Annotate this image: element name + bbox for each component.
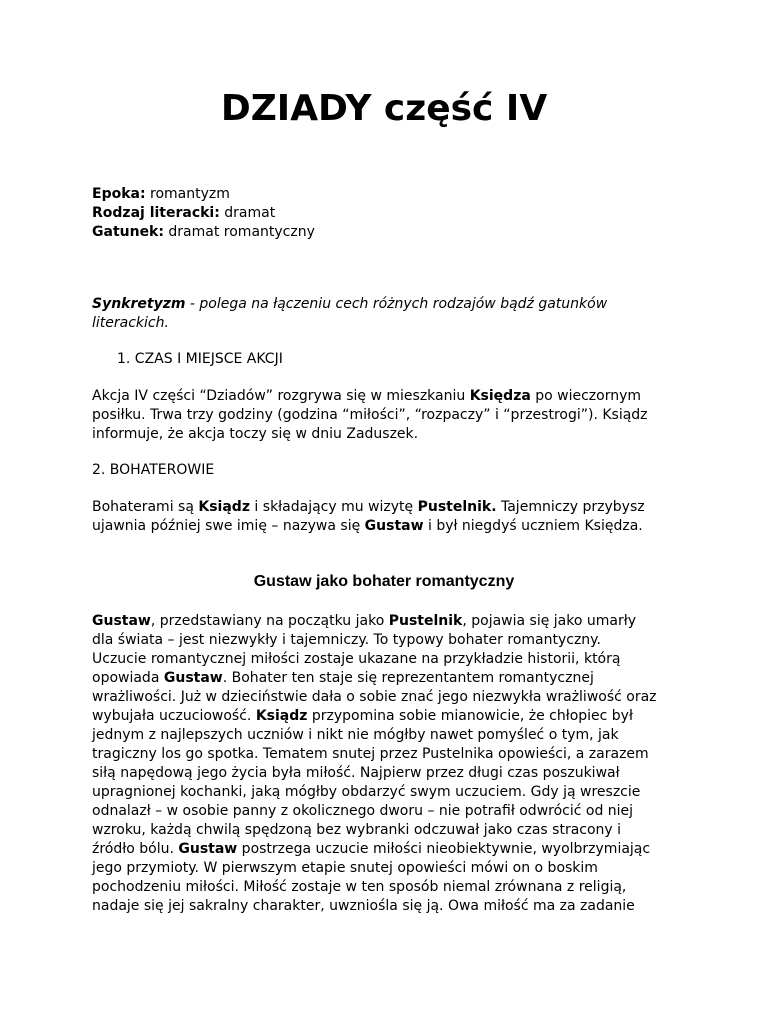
paragraph-gustaw: Gustaw, przedstawiany na początku jako Pustelnik, pojawia się jako umarły dla świata – jest niezwykły i tajemniczy. To typowy bohater romantyczny. Uczucie romantycznej miłości zostaje ukazane na przykładzie historii, którą opowiada Gustaw. Bohater ten staje się reprezentantem romantycznej wrażliwości. Już w dzieciństwie dała o sobie znać jego niezwykła wrażliwość oraz wybujała uczuciowość. Ksiądz przypomina sobie mianowicie, że chłopiec był jednym z najlepszych uczniów i nikt nie mógłby nawet pomyśleć o tym, jak tragiczny los go spotka. Tematem snutej przez Pustelnika opowieści, a zarazem siłą napędową jego życia była miłość. Najpierw przez długi czas poszukiwał upragnionej kochanki, jaką mógłby obdarzyć swym uczuciem. Gdy ją wreszcie odnalazł – w osobie panny z okolicznego dworu – nie potrafił odwrócić od niej wzroku, każdą chwilą spędzoną bez wybranki odczuwał jako czas stracony i źródło bólu. Gustaw postrzega uczucie miłości nieobiektywnie, wyolbrzymiając jego przymioty. W pierwszym etapie snutej opowieści mówi on o boskim pochodzeniu miłości. Miłość zostaje w ten sposób niemal zrównana z religią, nadaje się jej sakralny charakter, uwzniośla się ją. Owa miłość ma za zadanie [92, 613, 657, 914]
synkretyzm-definition: Synkretyzm - polega na łączeniu cech różnych rodzajów bądź gatunków literackich. [92, 296, 608, 331]
section-heading-characters: 2. BOHATEROWIE [92, 462, 215, 478]
paragraph-characters: Bohaterami są Ksiądz i składający mu wizytę Pustelnik. Tajemniczy przybysz ujawnia później swe imię – nazywa się Gustaw i był niegdyś uczniem Księdza. [92, 499, 645, 534]
section-subtitle: Gustaw jako bohater romantyczny [253, 573, 515, 590]
page-title: DZIADY część IV [220, 88, 548, 129]
meta-epoka: Epoka: romantyzm [92, 186, 230, 202]
metadata-block [92, 185, 682, 242]
meta-rodzaj: Rodzaj literacki: dramat [92, 205, 276, 221]
meta-gatunek: Gatunek: dramat romantyczny [92, 224, 315, 240]
section-heading-time-place: 1. CZAS I MIEJSCE AKCJI [117, 351, 283, 367]
paragraph-time-place: Akcja IV części “Dziadów” rozgrywa się w mieszkaniu Księdza po wieczornym posiłku. Trwa trzy godziny (godzina “miłości”, “rozpaczy” i “przestrogi”). Ksiądz informuje, że akcja toczy się w dniu Zaduszek. [92, 388, 648, 442]
